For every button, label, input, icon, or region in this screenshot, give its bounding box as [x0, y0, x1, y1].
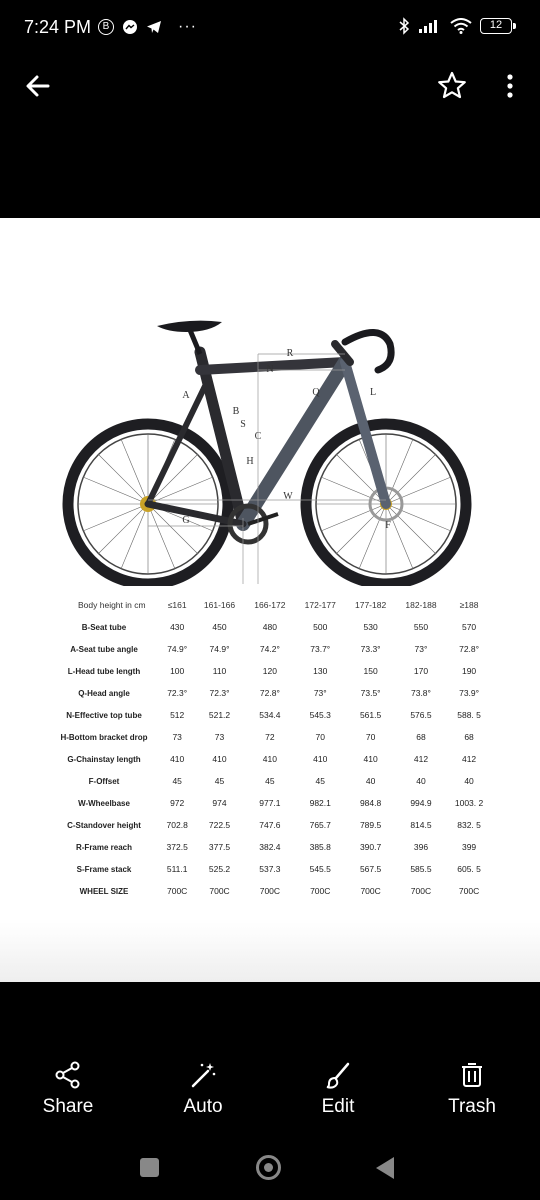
- geometry-table-body: [48, 616, 492, 902]
- table-cell: 110: [212, 666, 227, 676]
- table-cell: 74.2°: [259, 644, 280, 654]
- table-cell: 994.9: [410, 798, 432, 808]
- table-cell: 390.7: [359, 842, 382, 852]
- image-bottom-fade: [0, 922, 540, 982]
- table-cell: 377.5: [208, 842, 231, 852]
- table-header-row: [48, 594, 492, 616]
- marker-n: N: [266, 364, 274, 375]
- home-button[interactable]: [256, 1155, 281, 1180]
- row-label: F-Offset: [88, 776, 120, 786]
- table-cell: 537.3: [259, 864, 281, 874]
- table-row: [48, 616, 492, 638]
- table-cell: 605. 5: [457, 864, 481, 874]
- table-cell: 700C: [310, 886, 331, 896]
- row-label: WHEEL SIZE: [79, 886, 129, 896]
- system-nav-bar: [0, 1148, 540, 1188]
- edit-button[interactable]: [288, 1060, 388, 1118]
- table-cell: 977.1: [259, 798, 281, 808]
- marker-s: S: [240, 419, 246, 430]
- marker-q: Q: [312, 387, 320, 398]
- marker-f: F: [385, 520, 391, 531]
- messenger-icon: [122, 19, 138, 35]
- table-cell: 73.9°: [459, 688, 480, 698]
- share-label: Share: [42, 1096, 94, 1117]
- table-row: [48, 858, 492, 880]
- table-cell: 700C: [167, 886, 188, 896]
- b-badge-icon: B: [98, 19, 114, 35]
- bluetooth-icon: [398, 17, 410, 35]
- photo-viewer[interactable]: [0, 218, 540, 982]
- row-label: S-Frame stack: [76, 864, 132, 874]
- status-time: 7:24 PM: [24, 17, 92, 37]
- table-cell: 410: [212, 754, 227, 764]
- row-label: N-Effective top tube: [66, 710, 142, 720]
- table-cell: 410: [313, 754, 328, 764]
- table-cell: 412: [461, 754, 477, 764]
- header-cell: ≥188: [459, 600, 479, 610]
- table-cell: 410: [170, 754, 185, 764]
- row-label: H-Bottom bracket drop: [60, 732, 148, 742]
- table-cell: 40: [416, 776, 426, 786]
- table-cell: 702.8: [166, 820, 188, 830]
- table-cell: 68: [416, 732, 426, 742]
- trash-icon: [457, 1060, 487, 1090]
- table-cell: 974: [212, 798, 227, 808]
- battery-icon: 12: [480, 18, 512, 34]
- table-cell: 410: [262, 754, 277, 764]
- row-label: B-Seat tube: [81, 622, 127, 632]
- telegram-icon: [146, 19, 162, 35]
- table-cell: 570: [461, 622, 477, 632]
- table-cell: 480: [262, 622, 277, 632]
- marker-g: G: [182, 515, 190, 526]
- marker-h: H: [246, 456, 254, 467]
- table-cell: 1003. 2: [454, 798, 484, 808]
- header-cell: 177-182: [355, 600, 387, 610]
- magic-wand-icon: [188, 1060, 218, 1090]
- table-row: [48, 814, 492, 836]
- table-cell: 74.9°: [167, 644, 188, 654]
- edit-label: Edit: [321, 1096, 355, 1117]
- table-cell: 73.7°: [310, 644, 331, 654]
- table-row: [48, 792, 492, 814]
- row-label: W-Wheelbase: [78, 798, 130, 808]
- table-cell: 545.3: [309, 710, 331, 720]
- table-cell: 511.1: [166, 864, 188, 874]
- table-cell: 45: [265, 776, 275, 786]
- table-row: [48, 836, 492, 858]
- table-row: [48, 726, 492, 748]
- table-cell: 74.9°: [209, 644, 230, 654]
- table-cell: 545.5: [309, 864, 331, 874]
- table-cell: 170: [413, 666, 429, 676]
- bottom-action-bar: [0, 1060, 540, 1140]
- wifi-icon: [450, 18, 472, 34]
- table-cell: 72.8°: [259, 688, 280, 698]
- table-cell: 73.8°: [410, 688, 431, 698]
- table-cell: 100: [170, 666, 185, 676]
- table-row: [48, 638, 492, 660]
- table-cell: 500: [313, 622, 328, 632]
- table-cell: 585.5: [410, 864, 432, 874]
- recents-button[interactable]: [140, 1158, 159, 1177]
- table-cell: 450: [212, 622, 227, 632]
- notification-icons: [98, 18, 197, 36]
- table-cell: 73.3°: [360, 644, 381, 654]
- status-bar: [0, 0, 540, 56]
- table-row: [48, 748, 492, 770]
- table-cell: 530: [363, 622, 378, 632]
- system-icons: [398, 17, 512, 35]
- header-cell: 172-177: [304, 600, 336, 610]
- table-cell: 576.5: [410, 710, 432, 720]
- star-icon[interactable]: [436, 70, 468, 102]
- table-cell: 73.5°: [360, 688, 381, 698]
- trash-label: Trash: [448, 1096, 496, 1117]
- table-cell: 982.1: [309, 798, 331, 808]
- row-label: L-Head tube length: [67, 666, 141, 676]
- marker-b: B: [232, 406, 240, 417]
- table-cell: 70: [365, 732, 376, 742]
- table-cell: 45: [214, 776, 225, 786]
- table-cell: 700C: [360, 886, 381, 896]
- more-notifications: ···: [178, 18, 197, 35]
- marker-r: R: [286, 348, 294, 359]
- table-cell: 73°: [313, 688, 327, 698]
- share-button[interactable]: [18, 1060, 118, 1118]
- table-row: [48, 660, 492, 682]
- table-cell: 700C: [458, 886, 480, 896]
- table-cell: 550: [413, 622, 429, 632]
- table-cell: 722.5: [208, 820, 231, 830]
- table-cell: 68: [464, 732, 474, 742]
- table-cell: 73: [214, 732, 225, 742]
- table-row: [48, 770, 492, 792]
- table-cell: 512: [170, 710, 185, 720]
- row-label: A-Seat tube angle: [70, 644, 138, 654]
- auto-label: Auto: [183, 1096, 223, 1117]
- row-label: G-Chainstay length: [67, 754, 141, 764]
- table-cell: 40: [365, 776, 376, 786]
- table-cell: 385.8: [309, 842, 331, 852]
- table-cell: 747.6: [259, 820, 281, 830]
- table-cell: 700C: [209, 886, 230, 896]
- table-cell: 40: [464, 776, 474, 786]
- table-cell: 814.5: [410, 820, 432, 830]
- header-cell: Body height in cm: [78, 600, 146, 610]
- table-cell: 412: [413, 754, 429, 764]
- marker-c: C: [254, 431, 262, 442]
- bike-geometry-diagram: [60, 314, 480, 586]
- row-label: C-Standover height: [67, 820, 141, 830]
- table-cell: 588. 5: [457, 710, 481, 720]
- table-cell: 73: [172, 732, 182, 742]
- auto-button[interactable]: [153, 1060, 253, 1118]
- geometry-table: [48, 594, 492, 902]
- table-cell: 372.5: [166, 842, 188, 852]
- table-cell: 45: [172, 776, 182, 786]
- signal-icon: [418, 18, 442, 34]
- marker-w: W: [283, 491, 293, 502]
- table-cell: 525.2: [208, 864, 231, 874]
- table-cell: 972: [170, 798, 185, 808]
- share-icon: [53, 1060, 83, 1090]
- table-cell: 832. 5: [457, 820, 481, 830]
- table-cell: 765.7: [309, 820, 331, 830]
- table-cell: 534.4: [259, 710, 281, 720]
- table-cell: 700C: [410, 886, 432, 896]
- table-cell: 430: [170, 622, 185, 632]
- top-app-bar: [0, 56, 540, 116]
- table-row: [48, 704, 492, 726]
- kebab-menu-icon[interactable]: [498, 70, 522, 102]
- table-cell: 72.3°: [167, 688, 188, 698]
- table-cell: 700C: [259, 886, 281, 896]
- table-cell: 399: [461, 842, 477, 852]
- header-cell: ≤161: [167, 600, 187, 610]
- table-cell: 789.5: [359, 820, 382, 830]
- trash-button[interactable]: [422, 1060, 522, 1118]
- row-label: Q-Head angle: [78, 688, 130, 698]
- table-cell: 120: [262, 666, 277, 676]
- table-cell: 382.4: [259, 842, 281, 852]
- table-cell: 72: [265, 732, 275, 742]
- marker-l: L: [369, 387, 377, 398]
- table-cell: 150: [363, 666, 378, 676]
- table-cell: 521.2: [208, 710, 231, 720]
- table-row: [48, 682, 492, 704]
- table-cell: 984.8: [359, 798, 382, 808]
- table-cell: 70: [315, 732, 325, 742]
- back-button[interactable]: [376, 1157, 394, 1179]
- table-cell: 561.5: [359, 710, 382, 720]
- table-cell: 567.5: [359, 864, 382, 874]
- header-cell: 161-166: [203, 600, 236, 610]
- table-cell: 190: [461, 666, 477, 676]
- table-row: [48, 880, 492, 902]
- table-cell: 130: [313, 666, 328, 676]
- header-cell: 166-172: [254, 600, 286, 610]
- arrow-left-icon[interactable]: [22, 70, 54, 102]
- table-cell: 45: [315, 776, 325, 786]
- table-cell: 72.8°: [459, 644, 480, 654]
- table-cell: 73°: [414, 644, 428, 654]
- table-cell: 410: [363, 754, 378, 764]
- marker-a: A: [182, 390, 190, 401]
- brush-icon: [323, 1060, 353, 1090]
- table-cell: 72.3°: [209, 688, 230, 698]
- header-cell: 182-188: [405, 600, 437, 610]
- row-label: R-Frame reach: [75, 842, 133, 852]
- table-cell: 396: [413, 842, 429, 852]
